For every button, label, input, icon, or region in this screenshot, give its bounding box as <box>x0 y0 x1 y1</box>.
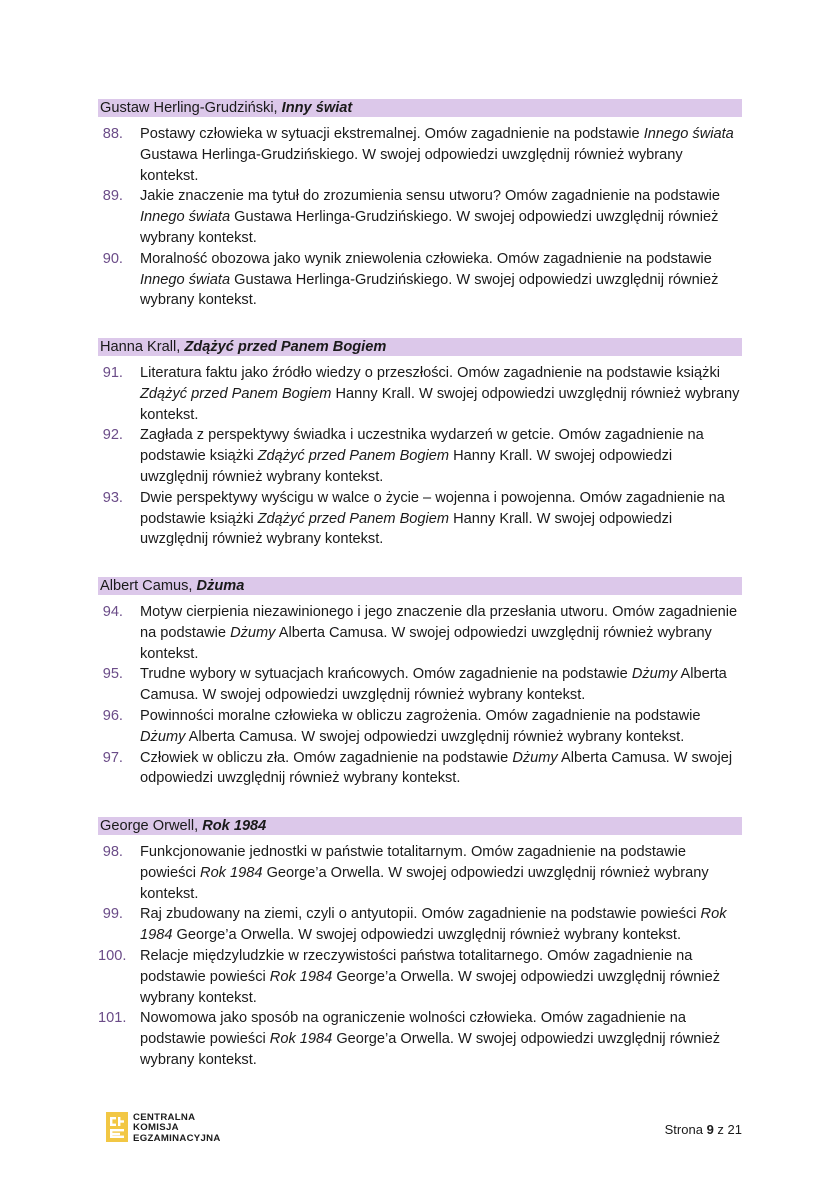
topic-number: 88. <box>102 126 123 142</box>
topic-item <box>98 124 742 186</box>
topic-text-part: Alberta Camusa. W swojej odpowiedzi uwzględnij również wybrany kontekst. <box>140 666 727 704</box>
work-title: Zdążyć przed Panem Bogiem <box>257 448 450 465</box>
section-header <box>98 338 742 356</box>
work-title: Dżumy <box>512 749 558 766</box>
topic-text <box>140 425 742 487</box>
work-title: Dżumy <box>631 666 678 683</box>
page-separator: z <box>713 1122 728 1137</box>
work-title: Rok 1984 <box>269 968 333 985</box>
topic-item <box>98 425 742 487</box>
topic-item <box>98 363 742 425</box>
work-title: Rok 1984 <box>140 906 727 944</box>
topic-text-part: Gustawa Herlinga-Grudzińskiego. W swojej odpowiedzi uwzględnij również wybrany kontekst. <box>140 271 719 309</box>
topic-number: 89. <box>102 188 123 205</box>
topic-item <box>98 664 742 706</box>
cke-logo <box>106 1112 246 1146</box>
section-header <box>98 99 742 117</box>
topic-text-part: Alberta Camusa. W swojej odpowiedzi uwzględnij również wybrany kontekst. <box>140 624 712 662</box>
section-orwell <box>98 817 742 1071</box>
section-title: Zdążyć przed Panem Bogiem <box>184 339 387 355</box>
topic-text <box>140 363 742 425</box>
section-title: Rok 1984 <box>202 818 267 834</box>
topic-text-part: Zagłada z perspektywy świadka i uczestnika wydarzeń w getcie. Omów zagadnienie na podstawie książki <box>140 427 704 465</box>
topic-text-part: George’a Orwella. W swojej odpowiedzi uwzględnij również wybrany kontekst. <box>140 864 709 902</box>
section-krall <box>98 338 742 550</box>
topic-number: 90. <box>102 250 123 267</box>
topic-list <box>98 124 742 311</box>
topic-list <box>98 363 742 550</box>
topic-text-part: George’a Orwella. W swojej odpowiedzi uwzględnij również wybrany kontekst. <box>140 968 720 1006</box>
topic-text-part: Trudne wybory w sytuacjach krańcowych. Omów zagadnienie na podstawie <box>140 666 632 683</box>
topic-number: 101. <box>98 1010 127 1027</box>
section-herling <box>98 99 742 311</box>
topic-number: 94. <box>102 604 123 620</box>
cke-logo-icon <box>106 1112 128 1142</box>
topic-text-part: Hanny Krall. W swojej odpowiedzi uwzględnij również wybrany kontekst. <box>140 448 673 485</box>
topic-text-part: George’a Orwella. W swojej odpowiedzi uwzględnij również wybrany kontekst. <box>172 927 682 944</box>
topic-text <box>140 249 742 311</box>
topic-text-part: Funkcjonowanie jednostki w państwie totalitarnym. Omów zagadnienie na podstawie powieści <box>140 844 686 881</box>
topic-item <box>98 904 742 946</box>
topic-item <box>98 602 742 664</box>
topic-number: 96. <box>102 707 123 724</box>
topic-text <box>140 748 742 790</box>
topic-number: 97. <box>102 749 123 766</box>
topic-text-part: Alberta Camusa. W swojej odpowiedzi uwzględnij również wybrany kontekst. <box>140 749 733 787</box>
topic-text-part: Literatura faktu jako źródło wiedzy o przeszłości. Omów zagadnienie na podstawie książki <box>140 365 720 381</box>
topic-number: 100. <box>98 947 127 964</box>
section-author: George Orwell, <box>100 818 203 834</box>
work-title: Innego świata <box>140 209 231 226</box>
work-title: Zdążyć przed Panem Bogiem <box>257 510 450 527</box>
topic-item <box>98 249 742 311</box>
topic-number: 92. <box>102 427 123 444</box>
topic-number: 98. <box>102 844 123 860</box>
topic-item <box>98 946 742 1008</box>
topic-item <box>98 488 742 550</box>
topic-text-part: Raj zbudowany na ziemi, czyli o antyutopii. Omów zagadnienie na podstawie powieści <box>140 906 701 923</box>
topic-text-part: Motyw cierpienia niezawinionego i jego znaczenie dla przesłania utworu. Omów zagadnienie na podstawie <box>140 604 738 641</box>
section-header <box>98 817 742 835</box>
section-header <box>98 577 742 595</box>
section-camus <box>98 577 742 789</box>
section-title: Inny świat <box>281 100 353 116</box>
topic-list <box>98 842 742 1071</box>
topic-text-part: Relacje międzyludzkie w rzeczywistości państwa totalitarnego. Omów zagadnienie na podstawie powieści <box>140 947 693 985</box>
topic-text <box>140 124 742 186</box>
work-title: Zdążyć przed Panem Bogiem <box>140 385 332 402</box>
topic-text <box>140 904 742 946</box>
topic-number: 93. <box>102 489 123 506</box>
work-title: Rok 1984 <box>269 1031 333 1048</box>
topic-text <box>140 1008 742 1070</box>
topic-text-part: Postawy człowieka w sytuacji ekstremalnej. Omów zagadnienie na podstawie <box>140 126 644 142</box>
topic-item <box>98 1008 742 1070</box>
topic-text-part: Alberta Camusa. W swojej odpowiedzi uwzględnij również wybrany kontekst. <box>185 728 685 745</box>
work-title: Dżumy <box>140 728 186 745</box>
page-total: 21 <box>727 1122 742 1137</box>
topic-text-part: George’a Orwella. W swojej odpowiedzi uwzględnij również wybrany kontekst. <box>140 1031 720 1068</box>
topic-text <box>140 488 742 550</box>
work-title: Innego świata <box>140 271 231 288</box>
topic-number: 95. <box>102 666 123 683</box>
topic-text <box>140 602 742 664</box>
topic-text-part: Człowiek w obliczu zła. Omów zagadnienie na podstawie <box>140 749 513 766</box>
topic-item <box>98 706 742 748</box>
page-prefix: Strona <box>664 1122 707 1137</box>
section-title: Dżuma <box>196 578 245 594</box>
page-current: 9 <box>706 1122 714 1137</box>
work-title: Innego świata <box>643 126 734 142</box>
topic-text-part: Hanny Krall. W swojej odpowiedzi uwzględnij również wybrany kontekst. <box>140 510 673 548</box>
work-title: Rok 1984 <box>200 864 263 881</box>
topic-text-part: Gustawa Herlinga-Grudzińskiego. W swojej odpowiedzi uwzględnij również wybrany kontekst. <box>140 209 719 246</box>
page-number <box>665 1122 742 1137</box>
topic-text-part: Powinności moralne człowieka w obliczu zagrożenia. Omów zagadnienie na podstawie <box>140 707 701 724</box>
topic-text <box>140 706 742 748</box>
topic-item <box>98 842 742 904</box>
topic-text-part: Hanny Krall. W swojej odpowiedzi uwzględnij również wybrany kontekst. <box>140 385 740 423</box>
work-title: Dżumy <box>230 624 276 641</box>
topic-text <box>140 664 742 706</box>
topic-list <box>98 602 742 789</box>
topic-item <box>98 186 742 248</box>
topic-text-part: Nowomowa jako sposób na ograniczenie wolności człowieka. Omów zagadnienie na podstawie powieści <box>140 1010 686 1048</box>
cke-logo-text: CENTRALNA KOMISJA EGZAMINACYJNA <box>133 1112 221 1144</box>
topic-text <box>140 946 742 1008</box>
topic-text <box>140 186 742 248</box>
topic-number: 99. <box>102 906 123 923</box>
topic-number: 91. <box>102 365 123 381</box>
section-author: Albert Camus, <box>100 578 197 594</box>
topic-text-part: Moralność obozowa jako wynik zniewolenia człowieka. Omów zagadnienie na podstawie <box>140 250 712 267</box>
section-author: Gustaw Herling-Grudziński, <box>100 100 282 116</box>
topic-text-part: Gustawa Herlinga-Grudzińskiego. W swojej odpowiedzi uwzględnij również wybrany kontekst. <box>140 146 683 184</box>
topic-text-part: Jakie znaczenie ma tytuł do zrozumienia sensu utworu? Omów zagadnienie na podstawie <box>140 188 721 205</box>
topic-text-part: Dwie perspektywy wyścigu w walce o życie – wojenna i powojenna. Omów zagadnienie na podstawie książki <box>140 489 725 527</box>
topic-item <box>98 748 742 790</box>
section-author: Hanna Krall, <box>100 339 185 355</box>
topic-text <box>140 842 742 904</box>
